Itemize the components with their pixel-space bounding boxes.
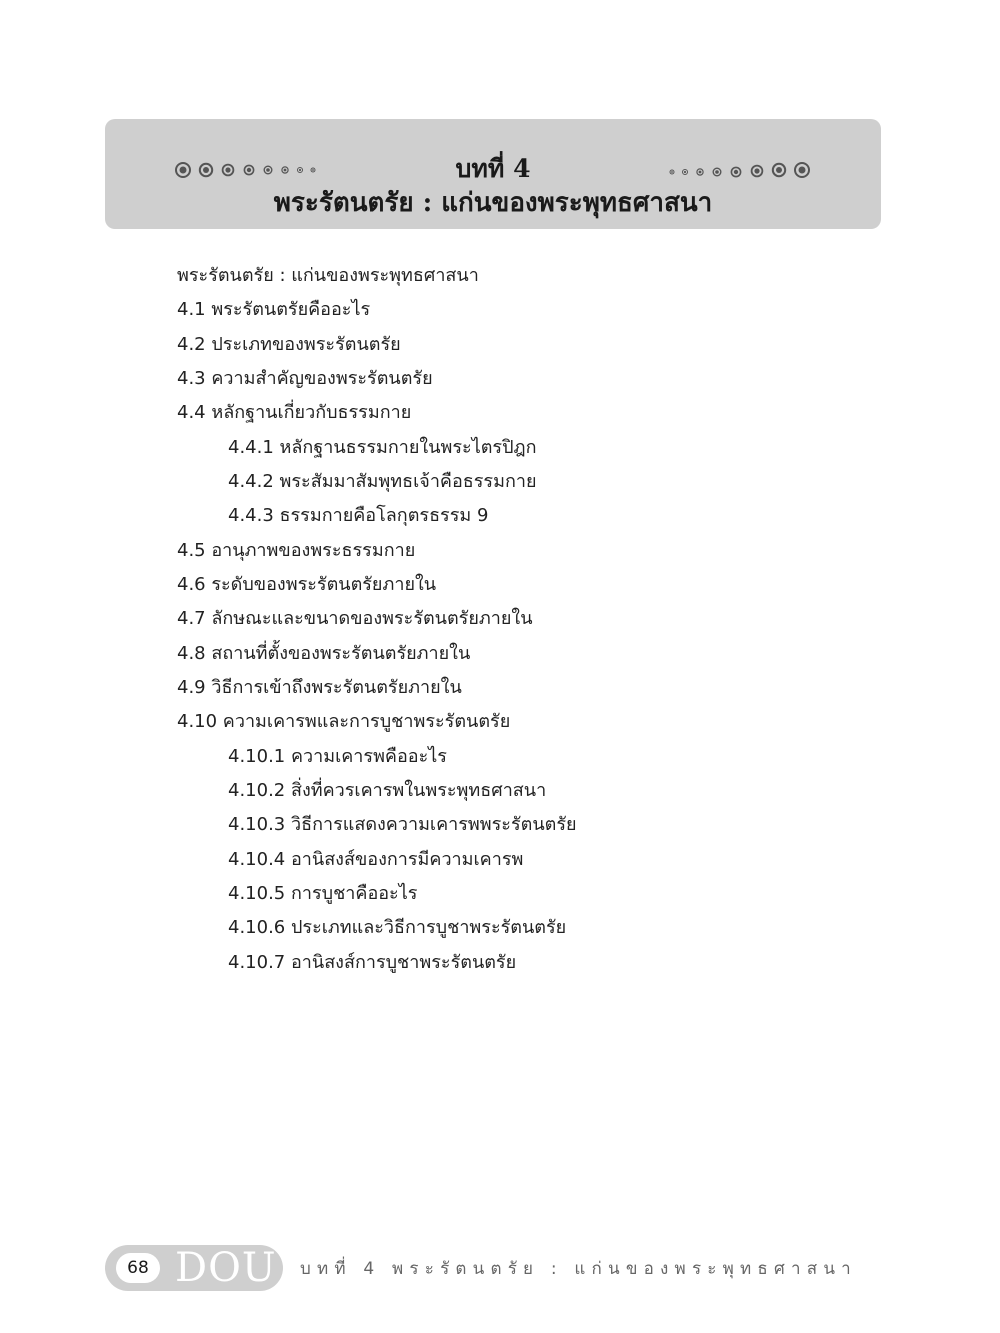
toc-item-4-10-7: 4.10.7 อานิสงส์การบูชาพระรัตนตรัย bbox=[228, 952, 517, 973]
toc-item-4-7: 4.7 ลักษณะและขนาดของพระรัตนตรัยภายใน bbox=[177, 608, 533, 629]
toc-item-4-10-6: 4.10.6 ประเภทและวิธีการบูชาพระรัตนตรัย bbox=[228, 917, 567, 938]
toc-item-4-5: 4.5 อานุภาพของพระธรรมกาย bbox=[177, 540, 416, 561]
running-header: บทที่ 4 พระรัตนตรัย : แก่นของพระพุทธศาสนา bbox=[300, 1259, 857, 1279]
toc-item-4-10-3: 4.10.3 วิธีการแสดงความเคารพพระรัตนตรัย bbox=[228, 814, 577, 835]
chapter-number: บทที่ 4 bbox=[455, 154, 531, 183]
toc-item-4-10-4: 4.10.4 อานิสงส์ของการมีความเคารพ bbox=[228, 849, 524, 870]
toc-item-4-8: 4.8 สถานที่ตั้งของพระรัตนตรัยภายใน bbox=[177, 643, 471, 664]
toc-item-4-6: 4.6 ระดับของพระรัตนตรัยภายใน bbox=[177, 574, 437, 595]
toc-item-4-10-5: 4.10.5 การบูชาคืออะไร bbox=[228, 883, 418, 904]
footer-badge bbox=[105, 1245, 283, 1291]
toc-item-4-4-2: 4.4.2 พระสัมมาสัมพุทธเจ้าคือธรรมกาย bbox=[228, 471, 537, 492]
toc-item-4-4: 4.4 หลักฐานเกี่ยวกับธรรมกาย bbox=[177, 402, 412, 423]
toc-item-4-1: 4.1 พระรัตนตรัยคืออะไร bbox=[177, 299, 371, 320]
dou-logo: DOU bbox=[175, 1245, 277, 1291]
toc-item-4-2: 4.2 ประเภทของพระรัตนตรัย bbox=[177, 334, 401, 355]
toc-item-4-4-1: 4.4.1 หลักฐานธรรมกายในพระไตรปิฎก bbox=[228, 437, 537, 458]
toc-item-4-3: 4.3 ความสำคัญของพระรัตนตรัย bbox=[177, 368, 433, 389]
toc-item-4-4-3: 4.4.3 ธรรมกายคือโลกุตรธรรม 9 bbox=[228, 505, 489, 526]
chapter-title: พระรัตนตรัย : แก่นของพระพุทธศาสนา bbox=[273, 188, 713, 218]
toc-item-4-9: 4.9 วิธีการเข้าถึงพระรัตนตรัยภายใน bbox=[177, 677, 462, 698]
chapter-banner bbox=[105, 119, 881, 229]
toc-item-4-10: 4.10 ความเคารพและการบูชาพระรัตนตรัย bbox=[177, 711, 511, 732]
toc-heading: พระรัตนตรัย : แก่นของพระพุทธศาสนา bbox=[177, 265, 479, 286]
toc-item-4-10-1: 4.10.1 ความเคารพคืออะไร bbox=[228, 746, 447, 767]
decorative-dots-right bbox=[665, 159, 815, 181]
toc-item-4-10-2: 4.10.2 สิ่งที่ควรเคารพในพระพุทธศาสนา bbox=[228, 780, 547, 801]
page-number: 68 bbox=[116, 1253, 160, 1283]
